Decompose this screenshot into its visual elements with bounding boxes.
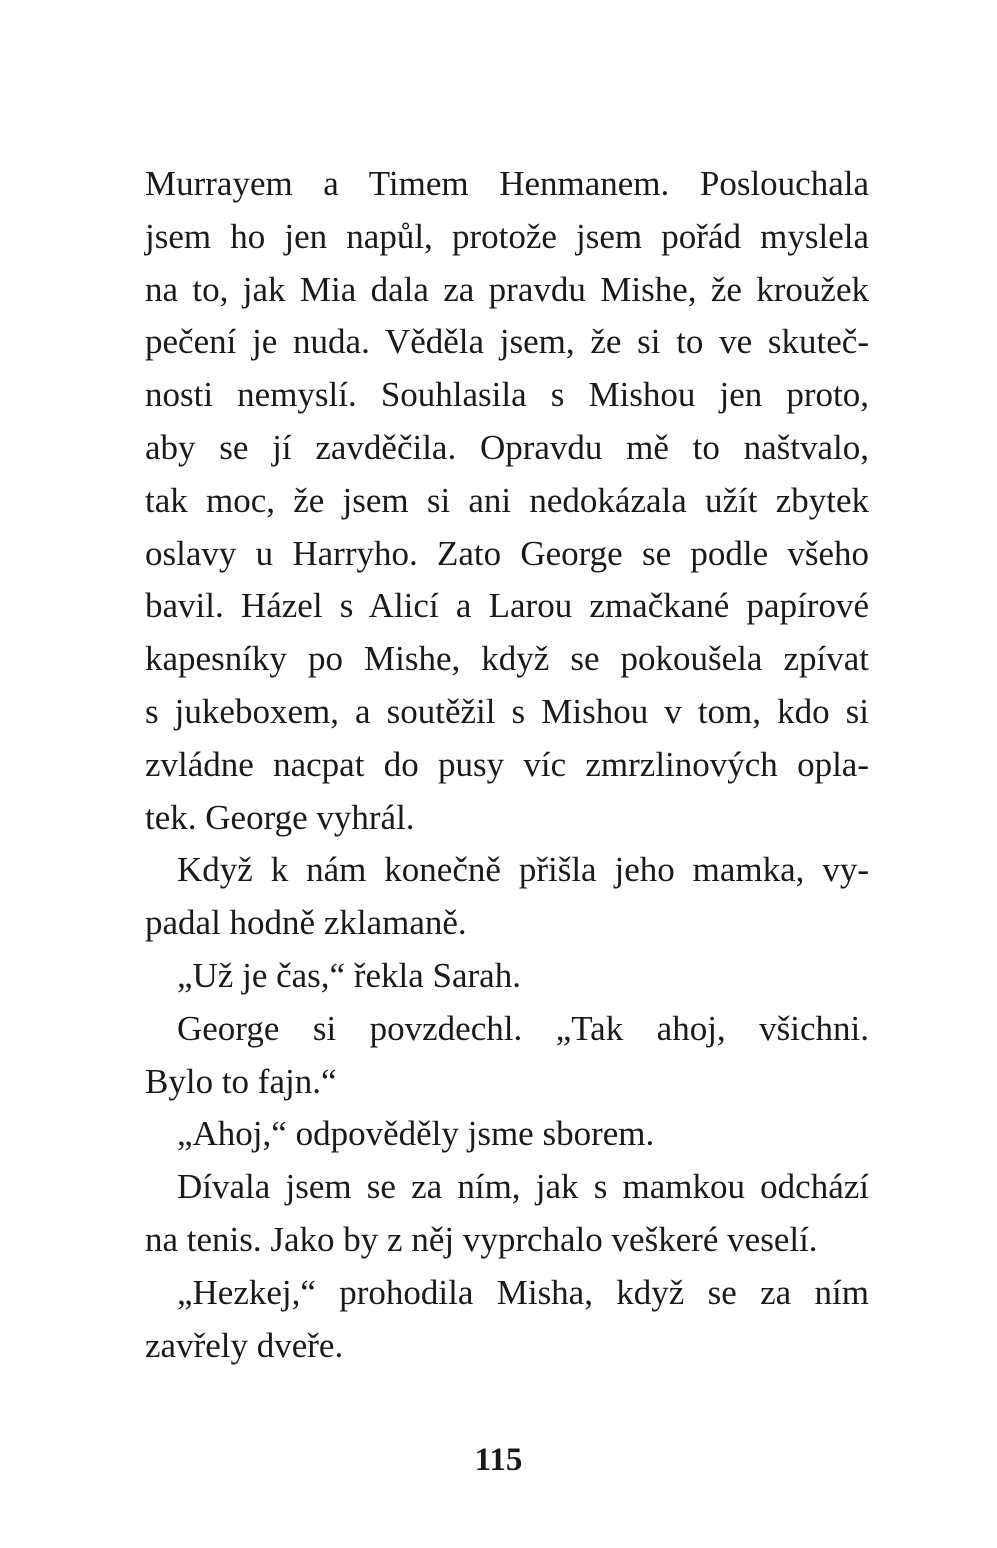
text-line: oslavy u Harryho. Zato George se podle všeho: [145, 533, 869, 573]
text-line: Dívala jsem se za ním, jak s mamkou odchází: [177, 1167, 869, 1207]
page-number: 115: [474, 1442, 523, 1478]
text-line: Bylo to fajn.“: [145, 1061, 337, 1101]
text-line: kapesníky po Mishe, když se pokoušela zpívat: [145, 639, 869, 679]
text-line: s jukeboxem, a soutěžil s Mishou v tom, kdo si: [145, 691, 869, 731]
text-line: „Ahoj,“ odpověděly jsme sborem.: [177, 1114, 655, 1154]
text-line: na tenis. Jako by z něj vyprchalo veškeré veselí.: [145, 1219, 818, 1259]
text-line: zavřely dveře.: [145, 1325, 344, 1365]
text-line: George si povzdechl. „Tak ahoj, všichni.: [177, 1008, 869, 1048]
text-line: padal hodně zklamaně.: [145, 903, 467, 943]
text-line: jsem ho jen napůl, protože jsem pořád myslela: [145, 216, 869, 256]
text-line: Murrayem a Timem Henmanem. Poslouchala: [145, 164, 869, 203]
text-line: „Hezkej,“ prohodila Misha, když se za ním: [177, 1272, 869, 1312]
text-line: bavil. Házel s Alicí a Larou zmačkané papírové: [145, 586, 869, 626]
text-line: nosti nemyslí. Souhlasila s Mishou jen proto,: [145, 375, 869, 415]
text-line: Když k nám konečně přišla jeho mamka, vy-: [177, 850, 869, 890]
text-line: aby se jí zavděčila. Opravdu mě to naštvalo,: [145, 427, 869, 467]
text-line: „Už je čas,“ řekla Sarah.: [177, 955, 521, 995]
body-text: [145, 158, 869, 1372]
text-line: tek. George vyhrál.: [145, 797, 415, 837]
text-line: na to, jak Mia dala za pravdu Mishe, že kroužek: [145, 269, 869, 309]
text-line: zvládne nacpat do pusy víc zmrzlinových opla-: [145, 744, 869, 784]
text-line: tak moc, že jsem si ani nedokázala užít zbytek: [145, 480, 869, 520]
text-line: pečení je nuda. Věděla jsem, že si to ve skuteč-: [145, 322, 869, 362]
